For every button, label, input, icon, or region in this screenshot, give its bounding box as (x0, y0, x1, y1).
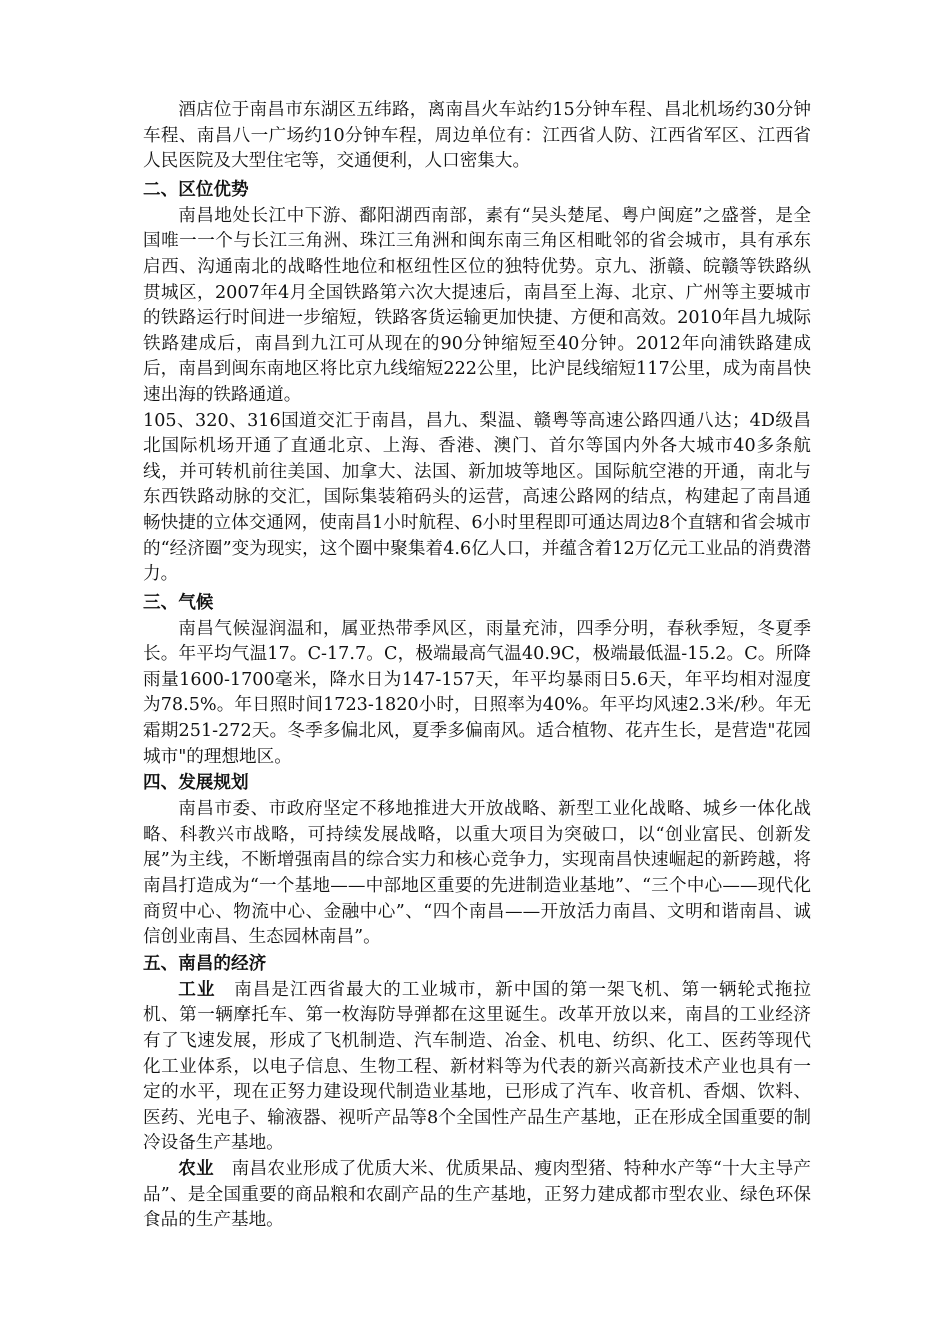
section-heading-development: 四、发展规划 (143, 773, 249, 794)
industry-label: 工业 (178, 979, 216, 1000)
document-page (143, 98, 811, 1234)
section-heading-economy: 五、南昌的经济 (143, 953, 267, 974)
agriculture-paragraph (143, 1157, 811, 1234)
climate-paragraph: 南昌气候湿润温和，属亚热带季风区，雨量充沛，四季分明，春秋季短，冬夏季长。年平均气温17。C-17.7。C，极端最高气温40.9C，极端最低温-15.2。C。所降雨量1600-1700毫米，降水日为147-157天，年平均暴雨日5.6天，年平均相对湿度为78.5%。年日照时间1723-1820小时，日照率为40%。年平均风速2.3米/秒。年无霜期251-272天。冬季多偏北风，夏季多偏南风。适合植物、花卉生长，是营造"花园城市"的理想地区。 (143, 618, 811, 767)
location-paragraph-1: 南昌地处长江中下游、鄱阳湖西南部，素有“吴头楚尾、粤户闽庭”之盛誉，是全国唯一一个与长江三角洲、珠江三角洲和闽东南三角区相毗邻的省会城市，具有承东启西、沟通南北的战略性地位和枢纽性区位的独特优势。京九、浙赣、皖赣等铁路纵贯城区，2007年4月全国铁路第六次大提速后，南昌至上海、北京、广州等主要城市的铁路运行时间进一步缩短，铁路客货运输更加快捷、方便和高效。2010年昌九城际铁路建成后，南昌到九江可从现在的90分钟缩短至40分钟。2012年向浦铁路建成后，南昌到闽东南地区将比京九线缩短222公里，比沪昆线缩短117公里，成为南昌快速出海的铁路通道。 (143, 205, 811, 405)
industry-text: 南昌是江西省最大的工业城市，新中国的第一架飞机、第一辆轮式拖拉机、第一辆摩托车、第一枚海防导弹都在这里诞生。改革开放以来，南昌的工业经济有了飞速发展，形成了飞机制造、汽车制造、冶金、机电、纺织、化工、医药等现代化工业体系，以电子信息、生物工程、新材料等为代表的新兴高新技术产业也具有一定的水平，现在正努力建设现代制造业基地，已形成了汽车、收音机、香烟、饮料、医药、光电子、输液器、视听产品等8个全国性产品生产基地，正在形成全国重要的制冷设备生产基地。 (143, 979, 811, 1154)
agriculture-text: 南昌农业形成了优质大米、优质果品、瘦肉型猪、特种水产等“十大主导产品”、是全国重要的商品粮和农副产品的生产基地，正努力建成都市型农业、绿色环保食品的生产基地。 (143, 1158, 811, 1231)
development-paragraph: 南昌市委、市政府坚定不移地推进大开放战略、新型工业化战略、城乡一体化战略、科教兴市战略，可持续发展战略，以重大项目为突破口，以“创业富民、创新发展”为主线，不断增强南昌的综合实力和核心竞争力，实现南昌快速崛起的新跨越，将南昌打造成为“一个基地——中部地区重要的先进制造业基地”、“三个中心——现代化商贸中心、物流中心、金融中心”、“四个南昌——开放活力南昌、文明和谐南昌、诚信创业南昌、生态园林南昌”。 (143, 799, 811, 948)
intro-paragraph: 酒店位于南昌市东湖区五纬路，离南昌火车站约15分钟车程、昌北机场约30分钟车程、南昌八一广场约10分钟车程，周边单位有：江西省人防、江西省军区、江西省人民医院及大型住宅等，交通便利，人口密集大。 (143, 100, 811, 172)
section-heading-climate: 三、气候 (143, 592, 214, 613)
industry-paragraph (143, 978, 811, 1157)
location-paragraph-2: 105、320、316国道交汇于南昌，昌九、梨温、赣粤等高速公路四通八达；4D级昌北国际机场开通了直通北京、上海、香港、澳门、首尔等国内外各大城市40多条航线，并可转机前往美国、加拿大、法国、新加坡等地区。国际航空港的开通，南北与东西铁路动脉的交汇，国际集装箱码头的运营，高速公路网的结点，构建起了南昌通畅快捷的立体交通网，使南昌1小时航程、6小时里程即可通达周边8个直辖和省会城市的“经济圈”变为现实，这个圈中聚集着4.6亿人口，并蕴含着12万亿元工业品的消费潜力。 (143, 410, 811, 585)
agriculture-label: 农业 (178, 1158, 214, 1179)
section-heading-location: 二、区位优势 (143, 179, 249, 200)
